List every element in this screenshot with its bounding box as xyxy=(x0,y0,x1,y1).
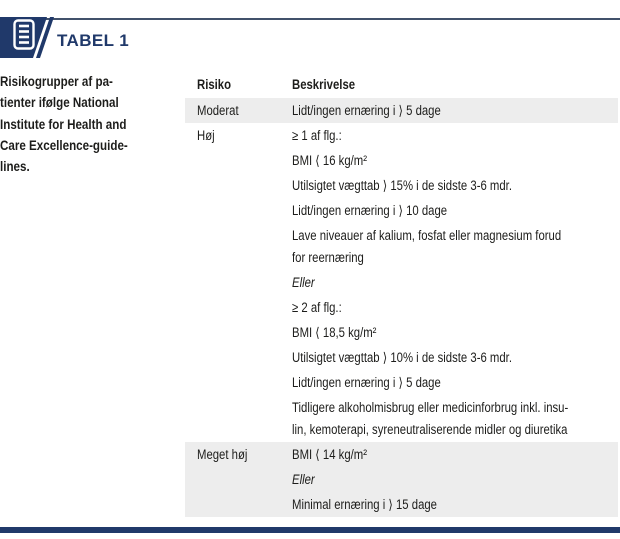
column-header-risiko: Risiko xyxy=(197,77,232,92)
description-line: BMI ⟨ 18,5 kg/m² xyxy=(292,325,377,340)
caption-line: tienter ifølge National xyxy=(0,95,119,111)
description-line: Minimal ernæring i ⟩ 15 dage xyxy=(292,497,437,512)
table-rows xyxy=(185,98,618,517)
table-row xyxy=(185,442,618,517)
description-item xyxy=(292,200,614,222)
risk-label: Høj xyxy=(197,128,215,143)
description-item xyxy=(292,372,614,394)
description-item xyxy=(292,444,614,466)
table-caption xyxy=(0,71,184,177)
table-tag-label: TABEL 1 xyxy=(57,31,130,50)
description-line: BMI ⟨ 14 kg/m² xyxy=(292,447,368,462)
caption-line: Risikogrupper af pa- xyxy=(0,74,113,89)
description-line: ≥ 2 af flg.: xyxy=(292,300,342,315)
description-line: for reernæring xyxy=(292,250,364,265)
risk-label: Moderat xyxy=(197,103,239,118)
description-item xyxy=(292,175,614,197)
description-item xyxy=(292,272,614,294)
description-line: lin, kemoterapi, syreneutraliserende midler og diuretika xyxy=(292,422,568,437)
description-item xyxy=(292,322,614,344)
description-line: Lidt/ingen ernæring i ⟩ 10 dage xyxy=(292,203,448,218)
table-row xyxy=(185,98,618,123)
bottom-bar-divider xyxy=(0,527,620,533)
description-line: Lidt/ingen ernæring i ⟩ 5 dage xyxy=(292,103,441,118)
description-line: Utilsigtet vægttab ⟩ 15% i de sidste 3-6 mdr. xyxy=(292,178,512,193)
table-header xyxy=(185,74,618,96)
caption-line: lines. xyxy=(0,159,30,175)
table-row xyxy=(185,123,618,442)
risk-table xyxy=(185,74,618,517)
description-item xyxy=(292,125,614,147)
caption-line: Care Excellence-guide- xyxy=(0,137,128,153)
description-line: Lave niveauer af kalium, fosfat eller magnesium forud xyxy=(292,228,562,243)
risk-label: Meget høj xyxy=(197,447,248,462)
description-item xyxy=(292,494,614,516)
caption-line: Institute for Health and xyxy=(0,116,127,132)
column-header-beskrivelse: Beskrivelse xyxy=(292,77,356,92)
description-item xyxy=(292,100,614,122)
description-item xyxy=(292,297,614,319)
description-line: Utilsigtet vægttab ⟩ 10% i de sidste 3-6 mdr. xyxy=(292,350,512,365)
description-line: Tidligere alkoholmisbrug eller medicinforbrug inkl. insu- xyxy=(292,400,569,415)
description-item xyxy=(292,225,614,269)
description-item xyxy=(292,397,614,441)
description-item xyxy=(292,347,614,369)
description-line: ≥ 1 af flg.: xyxy=(292,128,342,143)
description-line: Lidt/ingen ernæring i ⟩ 5 dage xyxy=(292,375,441,390)
description-line: Eller xyxy=(292,472,315,487)
description-line: Eller xyxy=(292,275,315,290)
top-rule-divider xyxy=(0,18,620,20)
description-line: BMI ⟨ 16 kg/m² xyxy=(292,153,368,168)
description-item xyxy=(292,150,614,172)
description-item xyxy=(292,469,614,491)
table-banner xyxy=(0,17,60,58)
